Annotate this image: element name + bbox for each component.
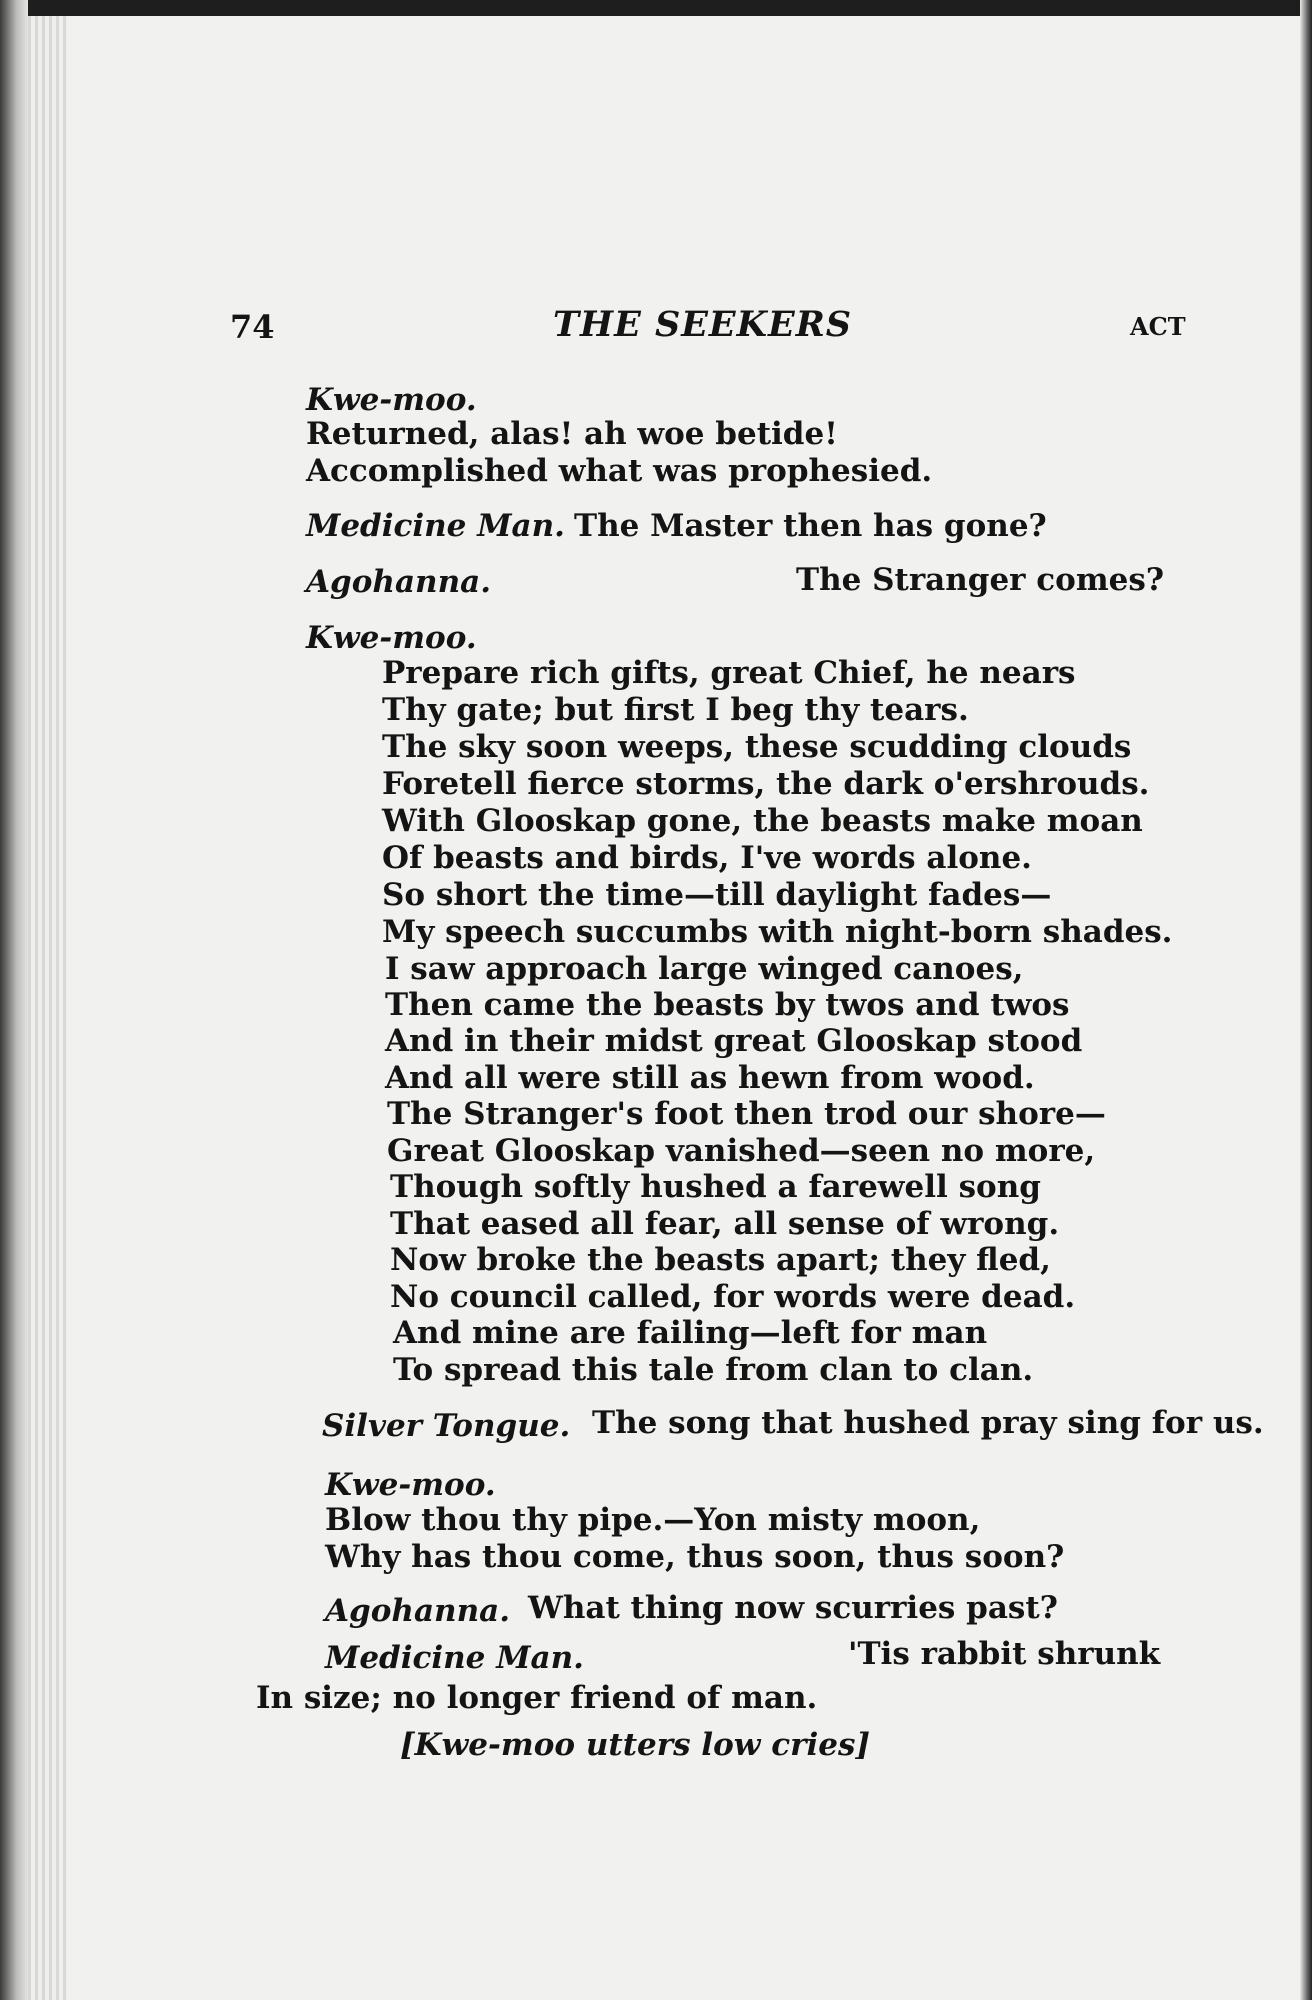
speaker-label: Kwe-moo. — [325, 1467, 496, 1503]
verse-line: Accomplished what was prophesied. — [306, 453, 933, 489]
speaker-label: Silver Tongue. — [322, 1408, 571, 1444]
verse-line: Now broke the beasts apart; they fled, — [390, 1242, 1051, 1278]
verse-line: Blow thou thy pipe.—Yon misty moon, — [325, 1502, 981, 1538]
verse-line: And all were still as hewn from wood. — [385, 1060, 1035, 1096]
verse-line: Prepare rich gifts, great Chief, he nears — [382, 655, 1076, 691]
verse-line: Foretell fierce storms, the dark o'ershrouds. — [382, 766, 1150, 802]
verse-line: In size; no longer friend of man. — [256, 1680, 818, 1716]
verse-line: Of beasts and birds, I've words alone. — [382, 840, 1032, 876]
verse-line: The sky soon weeps, these scudding clouds — [382, 729, 1132, 765]
verse-line: The song that hushed pray sing for us. — [592, 1405, 1264, 1441]
verse-line: Thy gate; but first I beg thy tears. — [382, 692, 969, 728]
scan-right-edge — [1300, 0, 1312, 2000]
speaker-label: Kwe-moo. — [306, 620, 477, 656]
verse-line: With Glooskap gone, the beasts make moan — [382, 803, 1143, 839]
verse-line: My speech succumbs with night-born shades. — [382, 914, 1173, 950]
verse-line: Then came the beasts by twos and twos — [385, 987, 1070, 1023]
page-stack-edge — [28, 16, 68, 2000]
verse-line: The Stranger comes? — [796, 562, 1165, 598]
stage-direction: [Kwe-moo utters low cries] — [400, 1727, 871, 1763]
verse-line: 'Tis rabbit shrunk — [848, 1636, 1161, 1672]
verse-line: The Stranger's foot then trod our shore— — [387, 1096, 1106, 1132]
verse-line: I saw approach large winged canoes, — [385, 951, 1024, 987]
scan-top-edge — [0, 0, 1312, 16]
act-label: ACT — [1130, 312, 1186, 341]
running-title: THE SEEKERS — [553, 304, 853, 345]
verse-line: Great Glooskap vanished—seen no more, — [387, 1133, 1096, 1169]
verse-line: And mine are failing—left for man — [393, 1315, 988, 1351]
speaker-label: Medicine Man. — [306, 508, 565, 544]
verse-line: No council called, for words were dead. — [390, 1279, 1076, 1315]
verse-line: And in their midst great Glooskap stood — [385, 1023, 1083, 1059]
verse-line: Why has thou come, thus soon, thus soon? — [325, 1539, 1065, 1575]
page-number: 74 — [230, 308, 275, 346]
speaker-label: Agohanna. — [306, 564, 491, 600]
verse-line: Though softly hushed a farewell song — [390, 1169, 1041, 1205]
speaker-label: Medicine Man. — [325, 1640, 584, 1676]
speaker-label: Agohanna. — [325, 1593, 510, 1629]
speaker-label: Kwe-moo. — [306, 382, 477, 418]
scan-left-edge — [0, 0, 28, 2000]
verse-line: What thing now scurries past? — [528, 1590, 1058, 1626]
verse-line: To spread this tale from clan to clan. — [393, 1352, 1034, 1388]
verse-line: The Master then has gone? — [574, 508, 1047, 544]
verse-line: Returned, alas! ah woe betide! — [306, 416, 838, 452]
verse-line: So short the time—till daylight fades— — [382, 877, 1052, 913]
verse-line: That eased all fear, all sense of wrong. — [390, 1206, 1060, 1242]
